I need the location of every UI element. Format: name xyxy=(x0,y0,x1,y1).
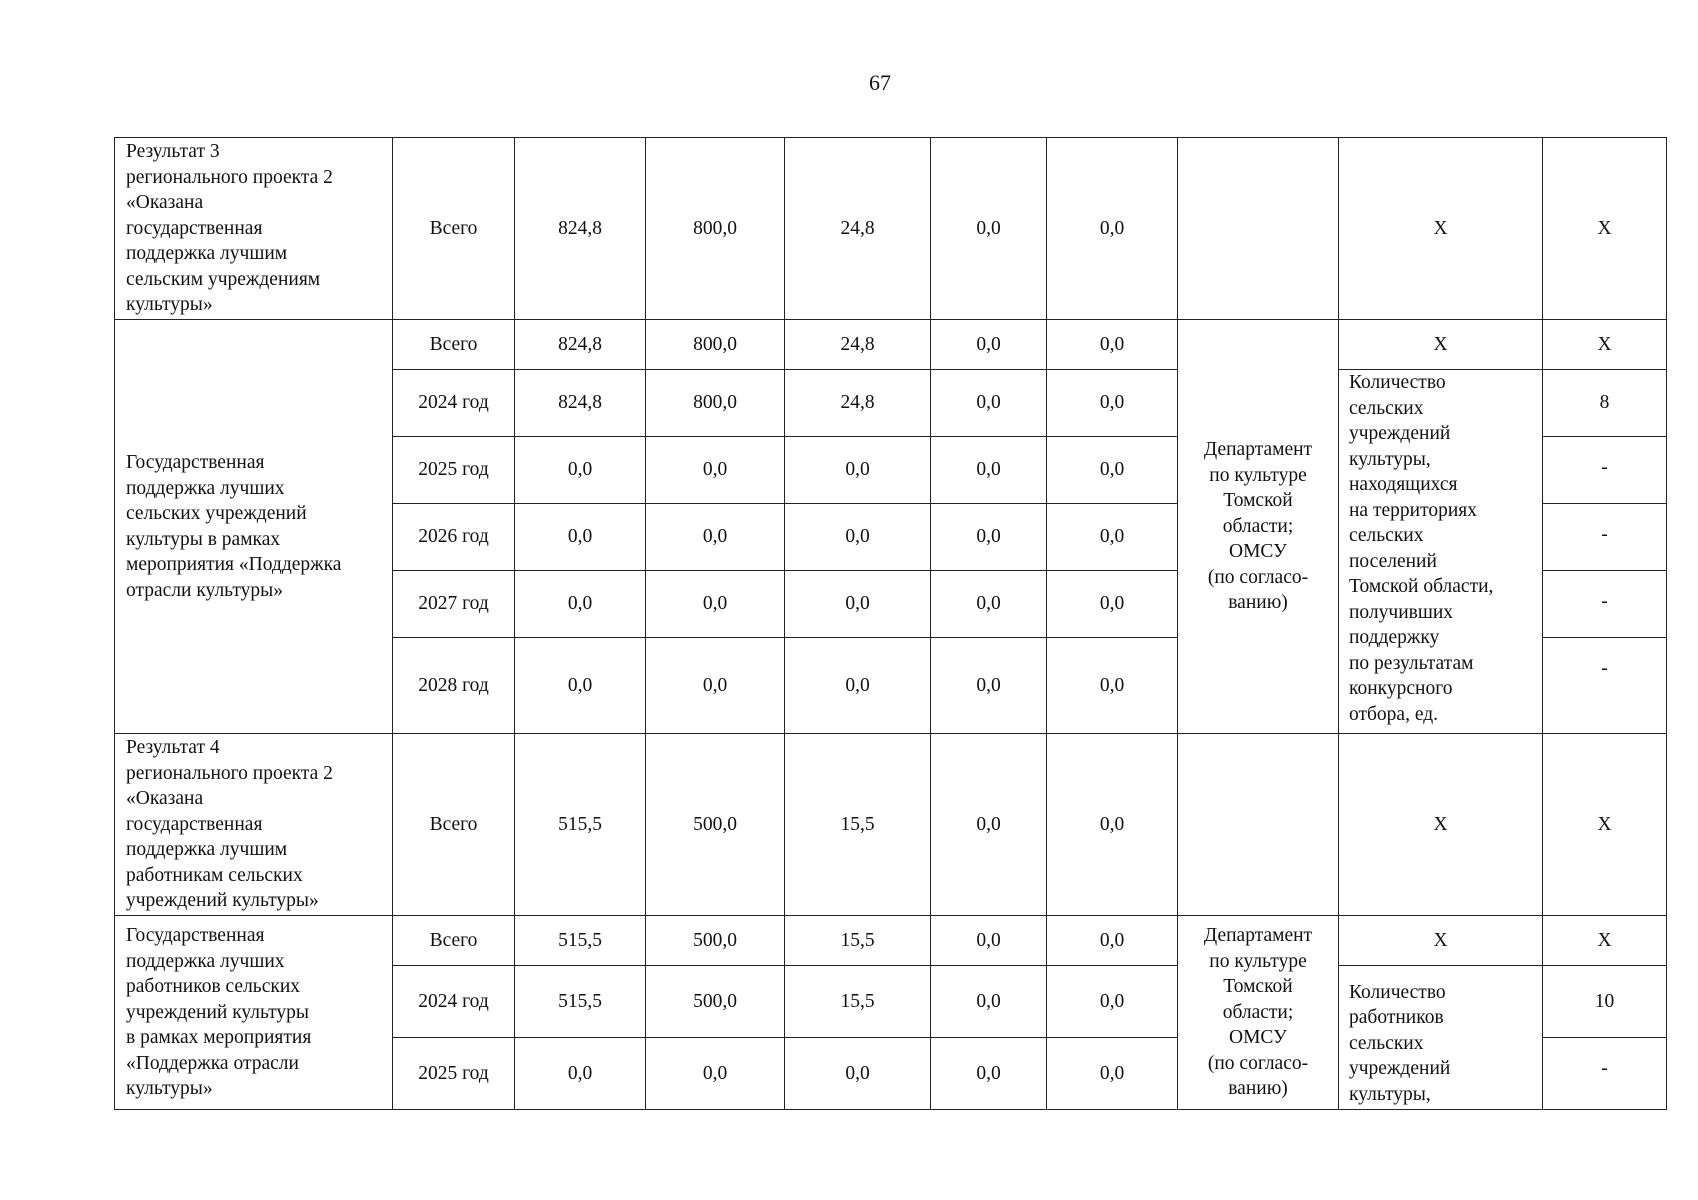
period-cell: 2025 год xyxy=(393,437,515,504)
value-cell: 0,0 xyxy=(931,437,1047,504)
value-cell: 0,0 xyxy=(1047,571,1178,638)
value-cell: 824,8 xyxy=(515,370,646,437)
value-cell: 0,0 xyxy=(785,571,931,638)
value-cell: 0,0 xyxy=(646,437,785,504)
executor-cell: Департамент по культуре Томской области; ОМСУ (по согласо- ванию) xyxy=(1178,916,1339,1110)
value-cell: 0,0 xyxy=(785,504,931,571)
indicator-cell: X xyxy=(1339,734,1543,916)
value-cell: 500,0 xyxy=(646,734,785,916)
period-cell: 2026 год xyxy=(393,504,515,571)
value-cell: 0,0 xyxy=(515,504,646,571)
executor-cell xyxy=(1178,734,1339,916)
value-cell: 0,0 xyxy=(515,571,646,638)
period-cell: 2024 год xyxy=(393,370,515,437)
indicator-value-cell: X xyxy=(1543,320,1667,370)
value-cell: 824,8 xyxy=(515,138,646,320)
period-cell: Всего xyxy=(393,320,515,370)
value-cell: 0,0 xyxy=(1047,734,1178,916)
value-cell: 0,0 xyxy=(1047,370,1178,437)
indicator-value-cell: - xyxy=(1543,638,1667,734)
value-cell: 0,0 xyxy=(931,504,1047,571)
indicator-value-cell: X xyxy=(1543,734,1667,916)
value-cell: 0,0 xyxy=(646,571,785,638)
period-cell: Всего xyxy=(393,734,515,916)
period-cell: Всего xyxy=(393,916,515,966)
value-cell: 0,0 xyxy=(1047,638,1178,734)
row-name: Результат 3 регионального проекта 2 «Оказана государственная поддержка лучшим сельским учреждениям культуры» xyxy=(115,138,393,320)
indicator-cell: Количество сельских учреждений культуры, находящихся на территориях сельских поселений Томской области, получивших поддержку по результатам конкурсного отбора, ед. xyxy=(1339,370,1543,734)
row-name: Результат 4 регионального проекта 2 «Оказана государственная поддержка лучшим работникам сельских учреждений культуры» xyxy=(115,734,393,916)
value-cell: 0,0 xyxy=(1047,1038,1178,1110)
value-cell: 0,0 xyxy=(646,638,785,734)
value-cell: 500,0 xyxy=(646,916,785,966)
value-cell: 15,5 xyxy=(785,966,931,1038)
period-cell: 2027 год xyxy=(393,571,515,638)
value-cell: 0,0 xyxy=(931,916,1047,966)
indicator-value-cell: 10 xyxy=(1543,966,1667,1038)
funding-table xyxy=(114,137,1667,1110)
value-cell: 0,0 xyxy=(1047,138,1178,320)
indicator-cell: X xyxy=(1339,320,1543,370)
page-number: 67 xyxy=(869,70,891,95)
period-cell: 2028 год xyxy=(393,638,515,734)
value-cell: 0,0 xyxy=(646,504,785,571)
value-cell: 0,0 xyxy=(931,370,1047,437)
value-cell: 800,0 xyxy=(646,370,785,437)
value-cell: 800,0 xyxy=(646,320,785,370)
value-cell: 0,0 xyxy=(931,1038,1047,1110)
value-cell: 0,0 xyxy=(931,638,1047,734)
value-cell: 24,8 xyxy=(785,138,931,320)
value-cell: 800,0 xyxy=(646,138,785,320)
executor-cell: Департамент по культуре Томской области; ОМСУ (по согласо- ванию) xyxy=(1178,320,1339,734)
value-cell: 15,5 xyxy=(785,916,931,966)
value-cell: 0,0 xyxy=(646,1038,785,1110)
value-cell: 0,0 xyxy=(785,437,931,504)
executor-cell xyxy=(1178,138,1339,320)
value-cell: 500,0 xyxy=(646,966,785,1038)
value-cell: 824,8 xyxy=(515,320,646,370)
value-cell: 0,0 xyxy=(931,734,1047,916)
period-cell: 2025 год xyxy=(393,1038,515,1110)
indicator-value-cell: - xyxy=(1543,437,1667,504)
value-cell: 0,0 xyxy=(515,1038,646,1110)
table-row xyxy=(115,138,1667,320)
value-cell: 0,0 xyxy=(931,138,1047,320)
indicator-value-cell: X xyxy=(1543,916,1667,966)
indicator-value-cell: 8 xyxy=(1543,370,1667,437)
value-cell: 0,0 xyxy=(1047,437,1178,504)
indicator-cell: Количество работников сельских учреждений культуры, xyxy=(1339,966,1543,1110)
period-cell: 2024 год xyxy=(393,966,515,1038)
value-cell: 0,0 xyxy=(1047,916,1178,966)
indicator-value-cell: - xyxy=(1543,504,1667,571)
value-cell: 0,0 xyxy=(931,320,1047,370)
value-cell: 0,0 xyxy=(515,437,646,504)
table-row xyxy=(115,916,1667,966)
value-cell: 0,0 xyxy=(515,638,646,734)
value-cell: 515,5 xyxy=(515,734,646,916)
row-name: Государственная поддержка лучших сельских учреждений культуры в рамках мероприятия «Поддержка отрасли культуры» xyxy=(115,320,393,734)
indicator-value-cell: - xyxy=(1543,1038,1667,1110)
row-name: Государственная поддержка лучших работников сельских учреждений культуры в рамках мероприятия «Поддержка отрасли культуры» xyxy=(115,916,393,1110)
indicator-value-cell: - xyxy=(1543,571,1667,638)
value-cell: 24,8 xyxy=(785,320,931,370)
indicator-cell: X xyxy=(1339,916,1543,966)
value-cell: 0,0 xyxy=(931,966,1047,1038)
value-cell: 515,5 xyxy=(515,966,646,1038)
indicator-cell: X xyxy=(1339,138,1543,320)
indicator-value-cell: X xyxy=(1543,138,1667,320)
value-cell: 0,0 xyxy=(785,1038,931,1110)
value-cell: 0,0 xyxy=(1047,966,1178,1038)
value-cell: 0,0 xyxy=(1047,504,1178,571)
value-cell: 0,0 xyxy=(1047,320,1178,370)
value-cell: 515,5 xyxy=(515,916,646,966)
period-cell: Всего xyxy=(393,138,515,320)
value-cell: 0,0 xyxy=(785,638,931,734)
value-cell: 15,5 xyxy=(785,734,931,916)
table-row xyxy=(115,320,1667,370)
value-cell: 24,8 xyxy=(785,370,931,437)
value-cell: 0,0 xyxy=(931,571,1047,638)
table-row xyxy=(115,734,1667,916)
